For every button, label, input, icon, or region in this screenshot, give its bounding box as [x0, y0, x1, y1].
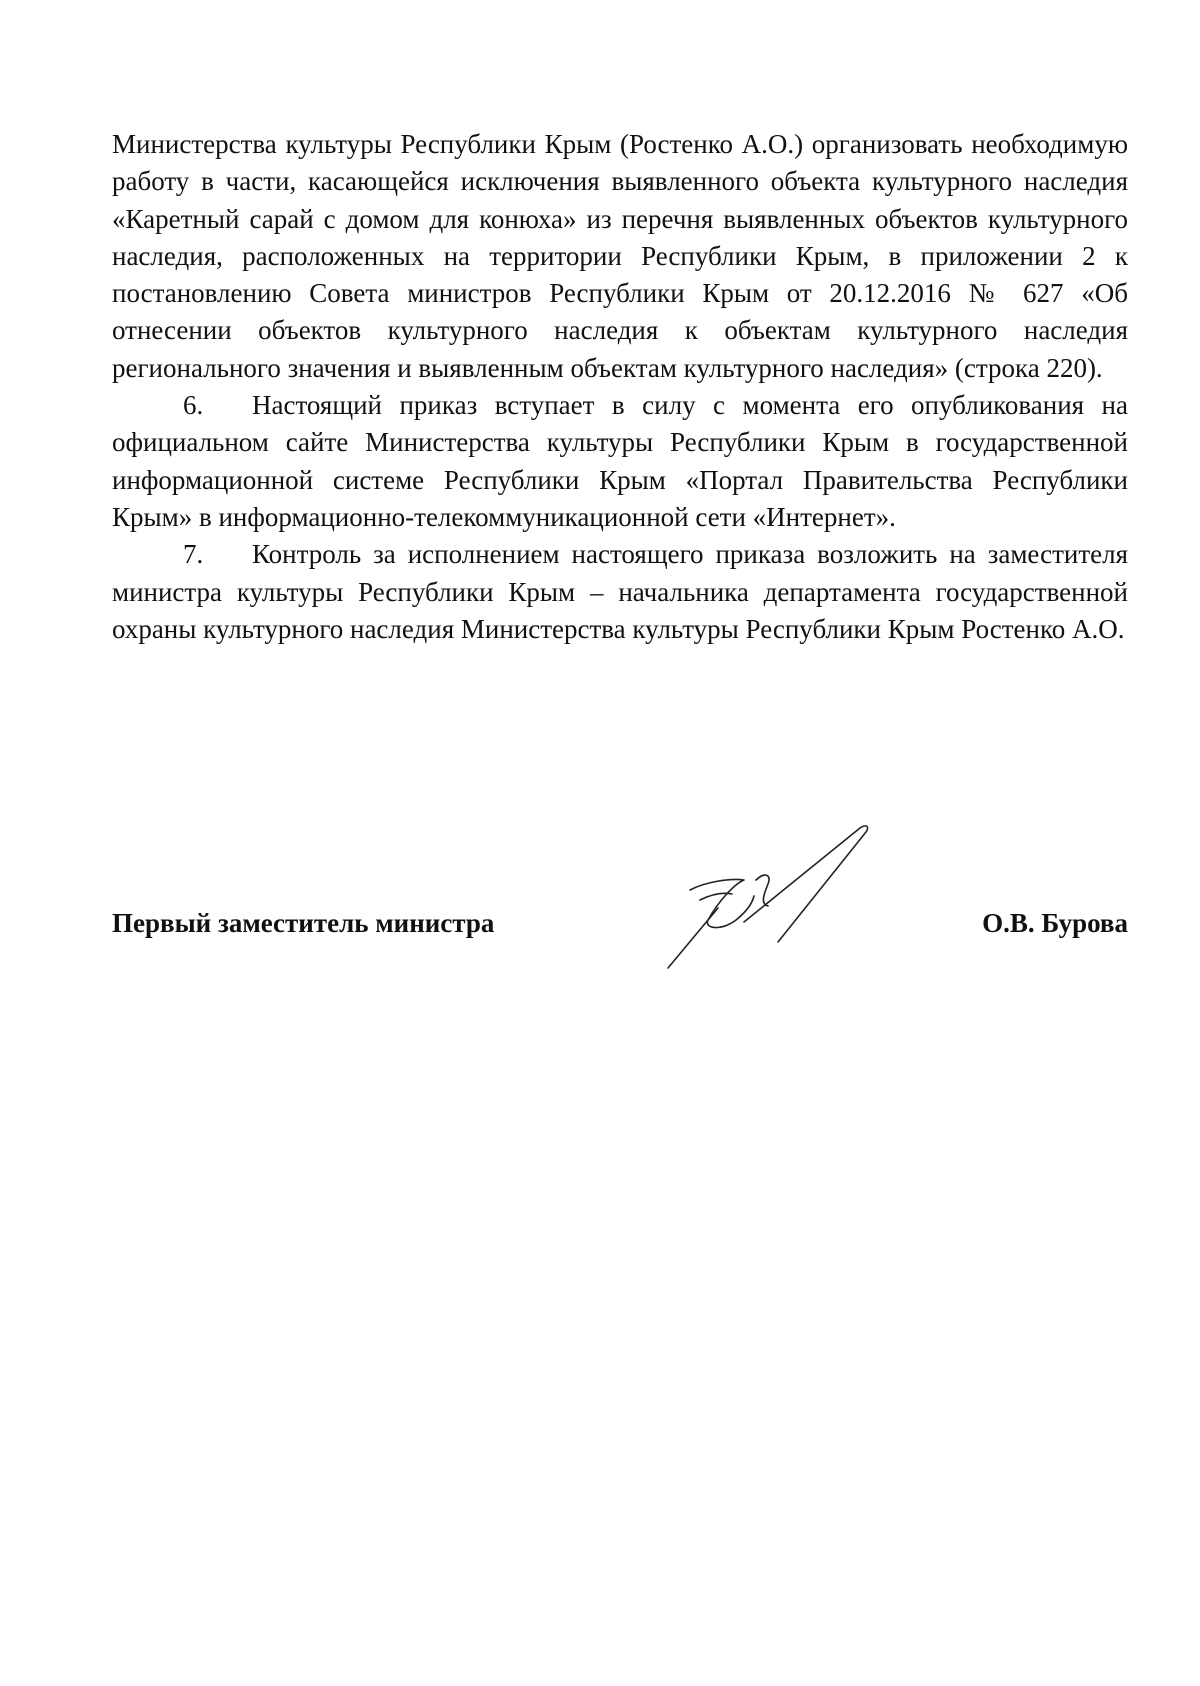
- item-text: Контроль за исполнением настоящего приказа возложить на заместителя министра культуры Республики Крым – начальника департамента государственной охраны культурного наследия Министерства культуры Республики Крым Ростенко А.О.: [112, 539, 1128, 644]
- list-item-6: [112, 387, 1128, 536]
- signatory-position: Первый заместитель министра: [112, 908, 495, 938]
- item-number: 6.: [183, 390, 204, 421]
- signature-block: [112, 908, 1128, 948]
- item-number: 7.: [183, 539, 204, 570]
- paragraph-continuation: Министерства культуры Республики Крым (Ростенко А.О.) организовать необходимую работу в части, касающейся исключения выявленного объекта культурного наследия «Каретный сарай с домом для конюха» из перечня выявленных объектов культурного наследия, расположенных на территории Республики Крым, в приложении 2 к постановлению Совета министров Республики Крым от 20.12.2016 № 627 «Об отнесении объектов культурного наследия к объектам культурного наследия регионального значения и выявленным объектам культурного наследия» (строка 220).: [112, 129, 1128, 383]
- signatory-name: О.В. Бурова: [982, 908, 1128, 938]
- document-body: [112, 126, 1128, 648]
- item-text: Настоящий приказ вступает в силу с момента его опубликования на официальном сайте Министерства культуры Республики Крым в государственной информационной системе Республики Крым «Портал Правительства Республики Крым» в информационно-телекоммуникационной сети «Интернет».: [112, 390, 1128, 532]
- list-item-7: [112, 536, 1128, 648]
- handwritten-signature: [660, 820, 890, 970]
